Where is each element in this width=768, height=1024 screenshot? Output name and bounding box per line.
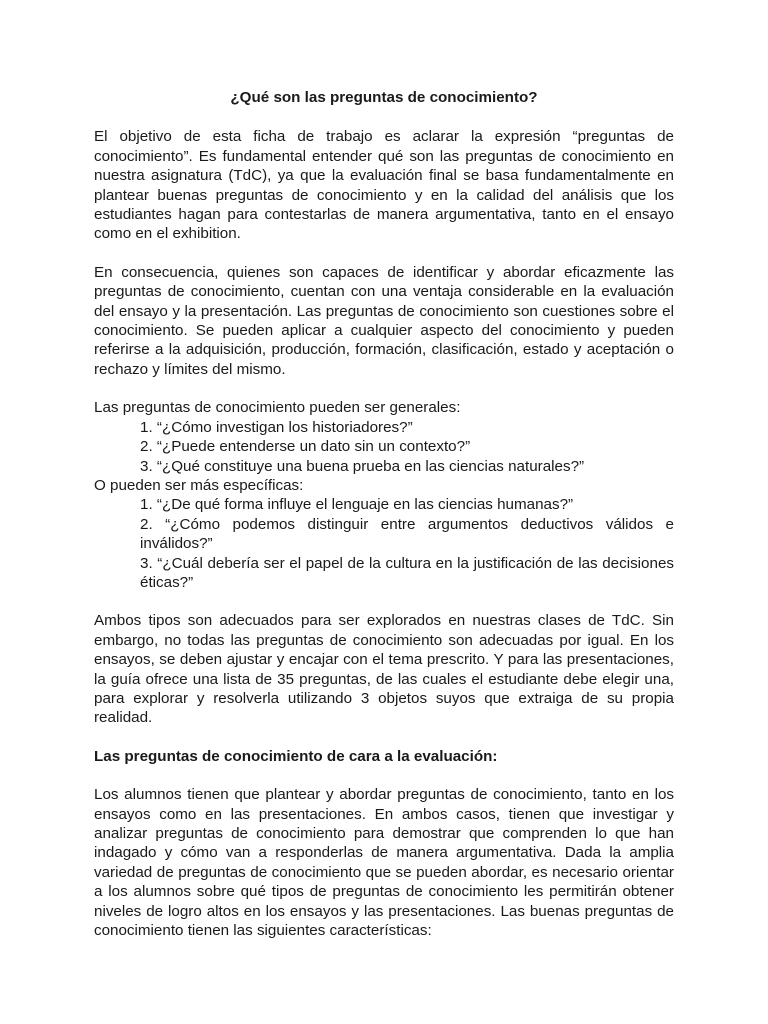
page-title: ¿Qué son las preguntas de conocimiento? (230, 89, 538, 106)
list-item: 2. “¿Cómo podemos distinguir entre argumentos deductivos válidos e inválidos?” (140, 515, 674, 553)
paragraph-consequence: En consecuencia, quienes son capaces de identificar y abordar eficazmente las preguntas de conocimiento, cuentan con una ventaja considerable en la evaluación del ensayo y la presentación. Las preguntas de conocimiento son cuestiones sobre el conocimiento. Se pueden aplicar a cualquier aspecto del conocimiento y pueden referirse a la adquisición, producción, formación, clasificación, estado y aceptación o rechazo y límites del mismo. (94, 263, 674, 378)
list-item: 1. “¿De qué forma influye el lenguaje en las ciencias humanas?” (140, 496, 574, 514)
general-questions-intro: Las preguntas de conocimiento pueden ser generales: (94, 399, 461, 417)
paragraph-evaluation: Los alumnos tienen que plantear y abordar preguntas de conocimiento, tanto en los ensayos como en las presentaciones. En ambos casos, tienen que investigar y analizar preguntas de conocimiento para demostrar que comprenden lo que han indagado y cómo van a responderlas de manera argumentativa. Dada la amplia variedad de preguntas de conocimiento que se pueden abordar, es necesario orientar a los alumnos sobre qué tipos de preguntas de conocimiento les permitirán obtener niveles de logro altos en los ensayos y las presentaciones. Las buenas preguntas de conocimiento tienen las siguientes características: (94, 786, 674, 940)
list-item: 1. “¿Cómo investigan los historiadores?” (140, 418, 413, 436)
list-item: 3. “¿Cuál debería ser el papel de la cultura en la justificación de las decisiones éticas?” (140, 554, 674, 591)
list-item: 3. “¿Qué constituye una buena prueba en las ciencias naturales?” (140, 457, 585, 475)
specific-questions-list (94, 495, 674, 592)
paragraph-objective: El objetivo de esta ficha de trabajo es aclarar la expresión “preguntas de conocimiento”. Es fundamental entender qué son las preguntas de conocimiento en nuestra asignatura (TdC), ya que la evaluación final se basa fundamentalmente en plantear buenas preguntas de conocimiento y en la calidad del análisis que los estudiantes hagan para contestarlas de manera argumentativa, tanto en el ensayo como en el exhibition. (94, 128, 674, 243)
general-questions-list (94, 418, 674, 476)
list-item: 2. “¿Puede entenderse un dato sin un contexto?” (140, 438, 471, 456)
section-heading-evaluation: Las preguntas de conocimiento de cara a la evaluación: (94, 747, 498, 765)
paragraph-both-types: Ambos tipos son adecuados para ser explorados en nuestras clases de TdC. Sin embargo, no todas las preguntas de conocimiento son adecuadas por igual. En los ensayos, se deben ajustar y encajar con el tema prescrito. Y para las presentaciones, la guía ofrece una lista de 35 preguntas, de las cuales el estudiante debe elegir una, para explorar y resolverla utilizando 3 objetos suyos que extraiga de su propia realidad. (94, 612, 674, 727)
specific-questions-intro: O pueden ser más específicas: (94, 476, 304, 494)
